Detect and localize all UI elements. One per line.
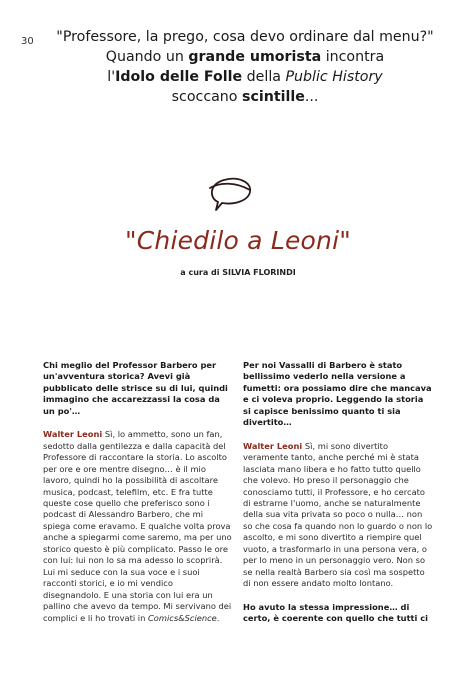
answer-1-text: Sì, lo ammetto, sono un fan, sedotto dalla gentilezza e dalla capacità del Professore di raccontare la storia. Lo ascolto per ore e ore mentre disegno… è il mio lavoro, quindi ho la possibilità di ascoltare musica, podcast, telefilm, etc. E fra tutte queste cose quello che preferisco sono i podcast di Alessandro Barbero, che mi spiega come eravamo. E qualche volta prova anche a spiegarmi come saremo, ma per uno storico questo è più complicato. Passo le ore con lui: lui non lo sa ma adesso lo scoprirà. Lui mi seduce con la sua voce e i suoi racconti storici, e io mi vendico disegnandolo. E una storia con lui era un pallino che avevo da tempo. Mi servivano dei complici e li ho trovati in (43, 429, 232, 623)
intro-emphasis: Idolo delle Folle (115, 69, 243, 85)
speaker-name: Walter Leoni (243, 440, 303, 451)
question-1: Chi meglio del Professor Barbero per un'avventura storica? Avevi già pubblicato delle strisce su di lui, quindi immagino che accarezzassi la cosa da un po'… (43, 360, 228, 416)
interview-title: "Chiedilo a Leoni" (125, 226, 351, 255)
intro-line-3 (40, 67, 450, 87)
answer-1-end: . (216, 612, 220, 623)
intro-text-span: incontra (321, 49, 385, 65)
intro-emphasis: scintille (242, 89, 305, 105)
intro-line-1: "Professore, la prego, cosa devo ordinare dal menu?" (56, 29, 434, 45)
intro-italic: Public History (285, 69, 383, 85)
intro-line-4 (40, 87, 450, 107)
answer-1 (43, 429, 233, 624)
intro-text-span: l' (107, 69, 116, 85)
intro-text-span: della (242, 69, 286, 85)
intro-line-2 (40, 47, 450, 67)
intro-text (40, 27, 450, 107)
speaker-name: Walter Leoni (43, 429, 103, 440)
left-column (43, 360, 233, 636)
intro-text-span: Quando un (105, 49, 189, 65)
answer-2 (243, 441, 433, 590)
page-number: 30 (21, 36, 34, 47)
intro-emphasis: grande umorista (188, 49, 322, 65)
right-column (243, 360, 433, 637)
answer-2-text: Sì, mi sono divertito veramente tanto, anche perché mi è stata lasciata mano libera e ho fatto tutto quello che volevo. Ho preso il personaggio che conosciamo tutti, il Professore, e ho cercato di estrarne l'uomo, anche se naturalmente della sua vita privata so poco o nulla… non so che cosa fa quando non lo guardo o non lo ascolto, e mi sono divertito a riempire quel vuoto, a trasformarlo in una persona vera, o per lo meno in un personaggio vero. Non so se nella realtà Barbero sia così ma sospetto di non essere andato molto lontano. (243, 440, 433, 589)
question-3: Ho avuto la stessa impressione… di certo, è coerente con quello che tutti ci (243, 601, 429, 624)
question-2: Per noi Vassalli di Barbero è stato bellissimo vederlo nella versione a fumetti: ora possiamo dire che mancava e ci voleva proprio. Leggendo la storia si capisce benissimo quanto ti sia divertito… (243, 360, 432, 428)
intro-text-span: ... (304, 89, 319, 105)
intro-text-span: scoccano (171, 89, 242, 105)
speech-bubble-icon (206, 174, 254, 214)
byline: a cura di SILVIA FLORINDI (180, 268, 296, 277)
answer-1-italic: Comics&Science (148, 612, 217, 623)
